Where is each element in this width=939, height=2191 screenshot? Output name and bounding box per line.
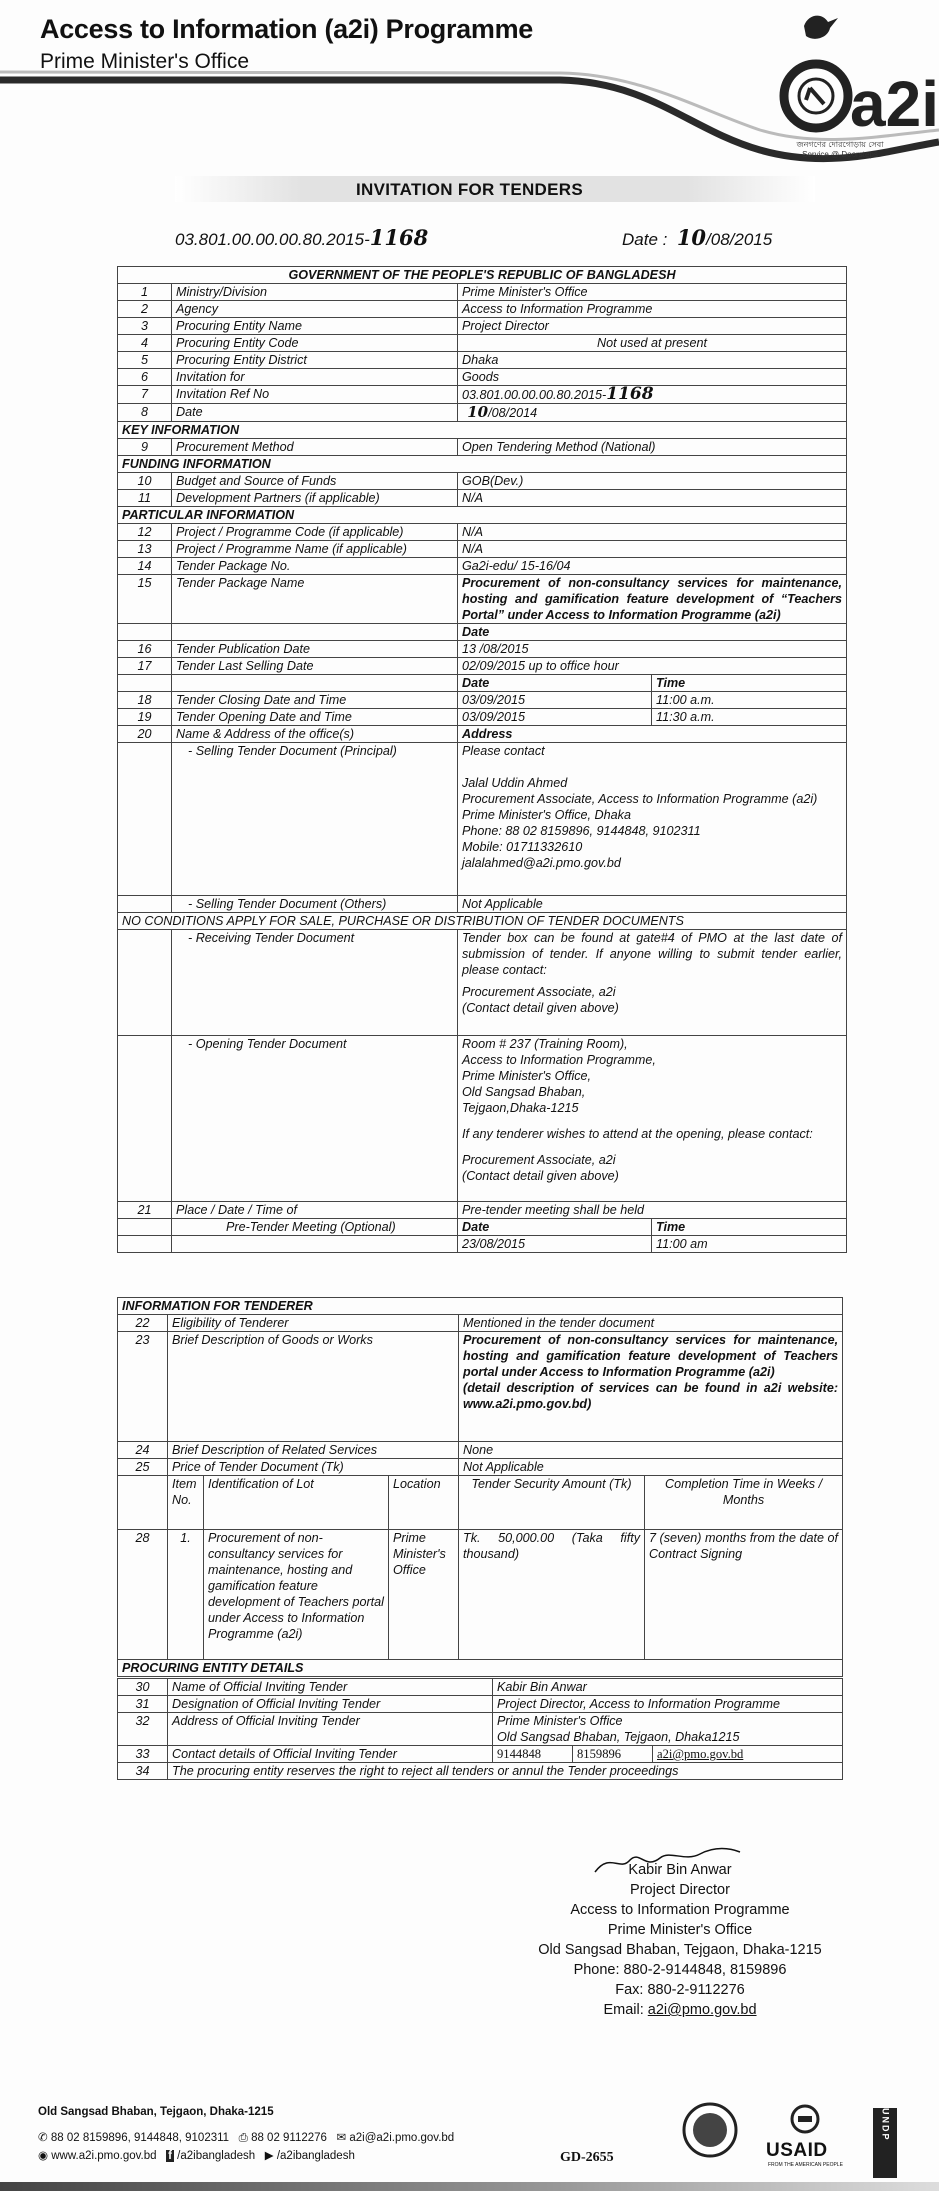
- table-row: 25 Price of Tender Document (Tk) Not Applicable: [118, 1459, 843, 1476]
- fax-icon: ⎙: [238, 2132, 248, 2144]
- a2i-logo: [770, 8, 939, 143]
- facebook-icon: f: [168, 2150, 172, 2162]
- table-row: 19 Tender Opening Date and Time 03/09/2015 11:30 a.m.: [118, 709, 847, 726]
- table-row: 21 Place / Date / Time of Pre-tender meeting shall be held: [118, 1202, 847, 1219]
- table-row: 6 Invitation for Goods: [118, 369, 847, 386]
- table-row: 7 Invitation Ref No 03.801.00.00.00.80.2015-1168: [118, 386, 847, 404]
- table-row: 1 Ministry/Division Prime Minister's Office: [118, 284, 847, 301]
- org-title: Access to Information (a2i) Programme: [40, 14, 534, 44]
- usaid-tagline: FROM THE AMERICAN PEOPLE: [768, 2162, 843, 2168]
- government-heading: GOVERNMENT OF THE PEOPLE'S REPUBLIC OF BANGLADESH: [118, 267, 847, 284]
- table-row: 13 Project / Programme Name (if applicable) N/A: [118, 541, 847, 558]
- lot-header-row: Item No. Identification of Lot Location Tender Security Amount (Tk) Completion Time in Weeks / Months: [118, 1476, 843, 1530]
- official-email: a2i@pmo.gov.bd: [653, 1746, 843, 1763]
- gd-number: GD-2655: [560, 2150, 614, 2165]
- tenderer-table: [117, 1297, 843, 1677]
- particular-information-heading: PARTICULAR INFORMATION: [118, 507, 847, 524]
- table-row: - Receiving Tender Document Tender box can be found at gate#4 of PMO at the last date of submission of tender. If anyone willing to submit tender earlier, please contact: Procurement Associate, a2i (Contact detail given above): [118, 930, 847, 1036]
- information-for-tenderer-heading: INFORMATION FOR TENDERER: [118, 1298, 843, 1315]
- table-row: 16 Tender Publication Date 13 /08/2015: [118, 641, 847, 658]
- bangladesh-govt-emblem-icon: [682, 2102, 738, 2158]
- youtube-icon: ▶: [264, 2150, 274, 2162]
- procuring-table: [117, 1678, 843, 1780]
- footer-bar: [0, 2182, 939, 2191]
- usaid-logo: USAID: [766, 2140, 828, 2161]
- footer-contacts: ✆ 88 02 8159896, 9144848, 9102311 ⎙ 88 02 9112276 ✉ a2i@a2i.pmo.gov.bd: [38, 2132, 455, 2144]
- table-row: 10 Budget and Source of Funds GOB(Dev.): [118, 473, 847, 490]
- notice-date: Date : 10/08/2015: [622, 225, 773, 250]
- svg-text:a2i: a2i: [850, 68, 939, 140]
- tender-table: GOVERNMENT OF THE PEOPLE'S REPUBLIC OF BANGLADESH 1 Ministry/Division Prime Minister's Office 2 Agency Access to Information Programme 3 Procuring Entity Name Project Director 4 Procuring Entity Code Not used at present 5 Procuring Entity District Dhaka 6 Invitation for Goods 7 Invitation Ref No 03.801.00.00.00.80.2015-1168 8 Date 10/08/2014 KEY INFORMATION 9 Procurement Method Open Tendering Method (National) FUNDING INFORMATION 10 Budget and Source of Funds GOB(Dev.) 11 Development Partners (if applicable) N/A PARTICULAR INFORMATION 12 Project / Programme Code (if applicable) N/A 13 Project / Programme Name (if applicable) N/A 14 Tender Package No. Ga2i-edu/ 15-16/04 15 Tender Package Name Procurement of non-consultancy services for maintenance, hosting and gamification feature development of “Teachers Portal” under Access to Information Programme (a2i) Date 16 Tender Publication Date 13 /08/2015 17 Tender Last Selling Date 02/09/2015 up to office hour Date Time 18 Tender Closing Date and Time 03/09/2015 11:00 a.m. 19 Tender Opening Date and Time 03/09/2015 11:30 a.m. 20 Name & Address of the office(s) Address - Selling Tender Document (Principal) Please contact Jalal Uddin Ahmed Procurement Associate, Access to Information Programme (a2i) Prime Minister's Office, Dhaka Phone: 88 02 8159896, 9144848, 9102311 Mobile: 01711332610 jalalahmed@a2i.pmo.gov.bd - Selling Tender Document (Others) Not Applicable NO CONDITIONS APPLY FOR SALE, PURCHASE OR DISTRIBUTION OF TENDER DOCUMENTS - Receiving Tender Document Tender box can be found at gate#4 of PMO at the last date of submission of tender. If anyone willing to submit tender earlier, please contact: Procurement Associate, a2i (Contact detail given above) - Opening Tender Document Room # 237 (Training Room), Access to Information Programme, Prime Minister's Office, Old Sangsad Bhaban, Tejgaon,Dhaka-1215 If any tenderer wishes to attend at the opening, please contact: Procurement Associate, a2i (Contact detail given above) 21 Place / Date / Time of Pre-tender meeting shall be held Pre-Tender Meeting (Optional) Date Time 23/08/2015 11:00 am: [117, 266, 847, 1253]
- bird-icon: [804, 16, 838, 39]
- procuring-entity-heading: PROCURING ENTITY DETAILS: [118, 1660, 843, 1677]
- lot-row: 28 1. Procurement of non-consultancy services for maintenance, hosting and gamification feature development of Teachers portal under Access to Information Programme (a2i) Prime Minister's Office Tk. 50,000.00 (Taka fifty thousand) 7 (seven) months from the date of Contract Signing: [118, 1530, 843, 1660]
- signature-block: Kabir Bin Anwar Project Director Access to Information Programme Prime Minister's Office Old Sangsad Bhaban, Tejgaon, Dhaka-1215 Phone: 880-2-9144848, 8159896 Fax: 880-2-9112276 Email: a2i@pmo.gov.bd: [538, 1862, 822, 2018]
- phone-icon: ✆: [38, 2132, 48, 2144]
- footer-web: ◉ www.a2i.pmo.gov.bd f /a2ibangladesh ▶ /a2ibangladesh: [38, 2150, 355, 2162]
- table-row: 34 The procuring entity reserves the right to reject all tenders or annul the Tender proceedings: [118, 1763, 843, 1780]
- date-column-header: Date: [458, 624, 847, 641]
- org-subtitle: Prime Minister's Office: [40, 50, 249, 73]
- no-conditions-note: NO CONDITIONS APPLY FOR SALE, PURCHASE OR DISTRIBUTION OF TENDER DOCUMENTS: [118, 913, 847, 930]
- table-row: 20 Name & Address of the office(s) Address: [118, 726, 847, 743]
- table-row: 11 Development Partners (if applicable) N/A: [118, 490, 847, 507]
- table-row: 31 Designation of Official Inviting Tender Project Director, Access to Information Programme: [118, 1696, 843, 1713]
- funding-information-heading: FUNDING INFORMATION: [118, 456, 847, 473]
- table-row: 32 Address of Official Inviting Tender Prime Minister's Office Old Sangsad Bhaban, Tejgaon, Dhaka1215: [118, 1713, 843, 1746]
- table-row: 18 Tender Closing Date and Time 03/09/2015 11:00 a.m.: [118, 692, 847, 709]
- table-row: 33 Contact details of Official Inviting Tender 9144848 8159896 a2i@pmo.gov.bd: [118, 1746, 843, 1763]
- table-row: - Opening Tender Document Room # 237 (Training Room), Access to Information Programme, Prime Minister's Office, Old Sangsad Bhaban, Tejgaon,Dhaka-1215 If any tenderer wishes to attend at the opening, please contact: Procurement Associate, a2i (Contact detail given above): [118, 1036, 847, 1202]
- table-row: - Selling Tender Document (Others) Not Applicable: [118, 896, 847, 913]
- contact-email: jalalahmed@a2i.pmo.gov.bd: [462, 856, 621, 870]
- footer-address: Old Sangsad Bhaban, Tejgaon, Dhaka-1215: [38, 2106, 274, 2118]
- table-row: 15 Tender Package Name Procurement of non-consultancy services for maintenance, hosting and gamification feature development of “Teachers Portal” under Access to Information Programme (a2i): [118, 575, 847, 624]
- key-information-heading: KEY INFORMATION: [118, 422, 847, 439]
- usaid-seal-icon: [790, 2104, 820, 2134]
- table-row: 5 Procuring Entity District Dhaka: [118, 352, 847, 369]
- table-row: 30 Name of Official Inviting Tender Kabir Bin Anwar: [118, 1679, 843, 1696]
- table-row: 24 Brief Description of Related Services None: [118, 1442, 843, 1459]
- table-row: 23 Brief Description of Goods or Works Procurement of non-consultancy services for maintenance, hosting and gamification feature development of Teachers portal under Access to Information Programme (a2i) (detail description of services can be found in a2i website: www.a2i.pmo.gov.bd): [118, 1332, 843, 1442]
- table-row: - Selling Tender Document (Principal) Please contact Jalal Uddin Ahmed Procurement Associate, Access to Information Programme (a2i) Prime Minister's Office, Dhaka Phone: 88 02 8159896, 9144848, 9102311 Mobile: 01711332610 jalalahmed@a2i.pmo.gov.bd: [118, 743, 847, 896]
- table-row: 3 Procuring Entity Name Project Director: [118, 318, 847, 335]
- email-icon: ✉: [336, 2132, 347, 2144]
- globe-icon: ◉: [38, 2150, 49, 2162]
- table-row: 9 Procurement Method Open Tendering Method (National): [118, 439, 847, 456]
- table-row: 8 Date 10/08/2014: [118, 404, 847, 422]
- date-column-header: Date: [458, 675, 652, 692]
- selling-contact: Please contact Jalal Uddin Ahmed Procurement Associate, Access to Information Programme (a2i) Prime Minister's Office, Dhaka Phone: 88 02 8159896, 9144848, 9102311 Mobile: 01711332610 jalalahmed@a2i.pmo.gov.bd: [458, 743, 847, 896]
- invitation-title: INVITATION FOR TENDERS: [356, 180, 583, 199]
- signature-email: a2i@pmo.gov.bd: [647, 2002, 757, 2018]
- reference-number: 03.801.00.00.00.80.2015-1168: [175, 225, 429, 250]
- time-column-header: Time: [652, 675, 847, 692]
- table-row: 2 Agency Access to Information Programme: [118, 301, 847, 318]
- logo-tagline: জনগণের দোরগোড়ায় সেবা Service @ Doorsteps: [796, 140, 884, 159]
- undp-logo: UNDP: [873, 2108, 897, 2178]
- table-row: 17 Tender Last Selling Date 02/09/2015 up to office hour: [118, 658, 847, 675]
- table-row: 22 Eligibility of Tenderer Mentioned in the tender document: [118, 1315, 843, 1332]
- table-row: 4 Procuring Entity Code Not used at present: [118, 335, 847, 352]
- table-row: 14 Tender Package No. Ga2i-edu/ 15-16/04: [118, 558, 847, 575]
- table-row: 12 Project / Programme Code (if applicable) N/A: [118, 524, 847, 541]
